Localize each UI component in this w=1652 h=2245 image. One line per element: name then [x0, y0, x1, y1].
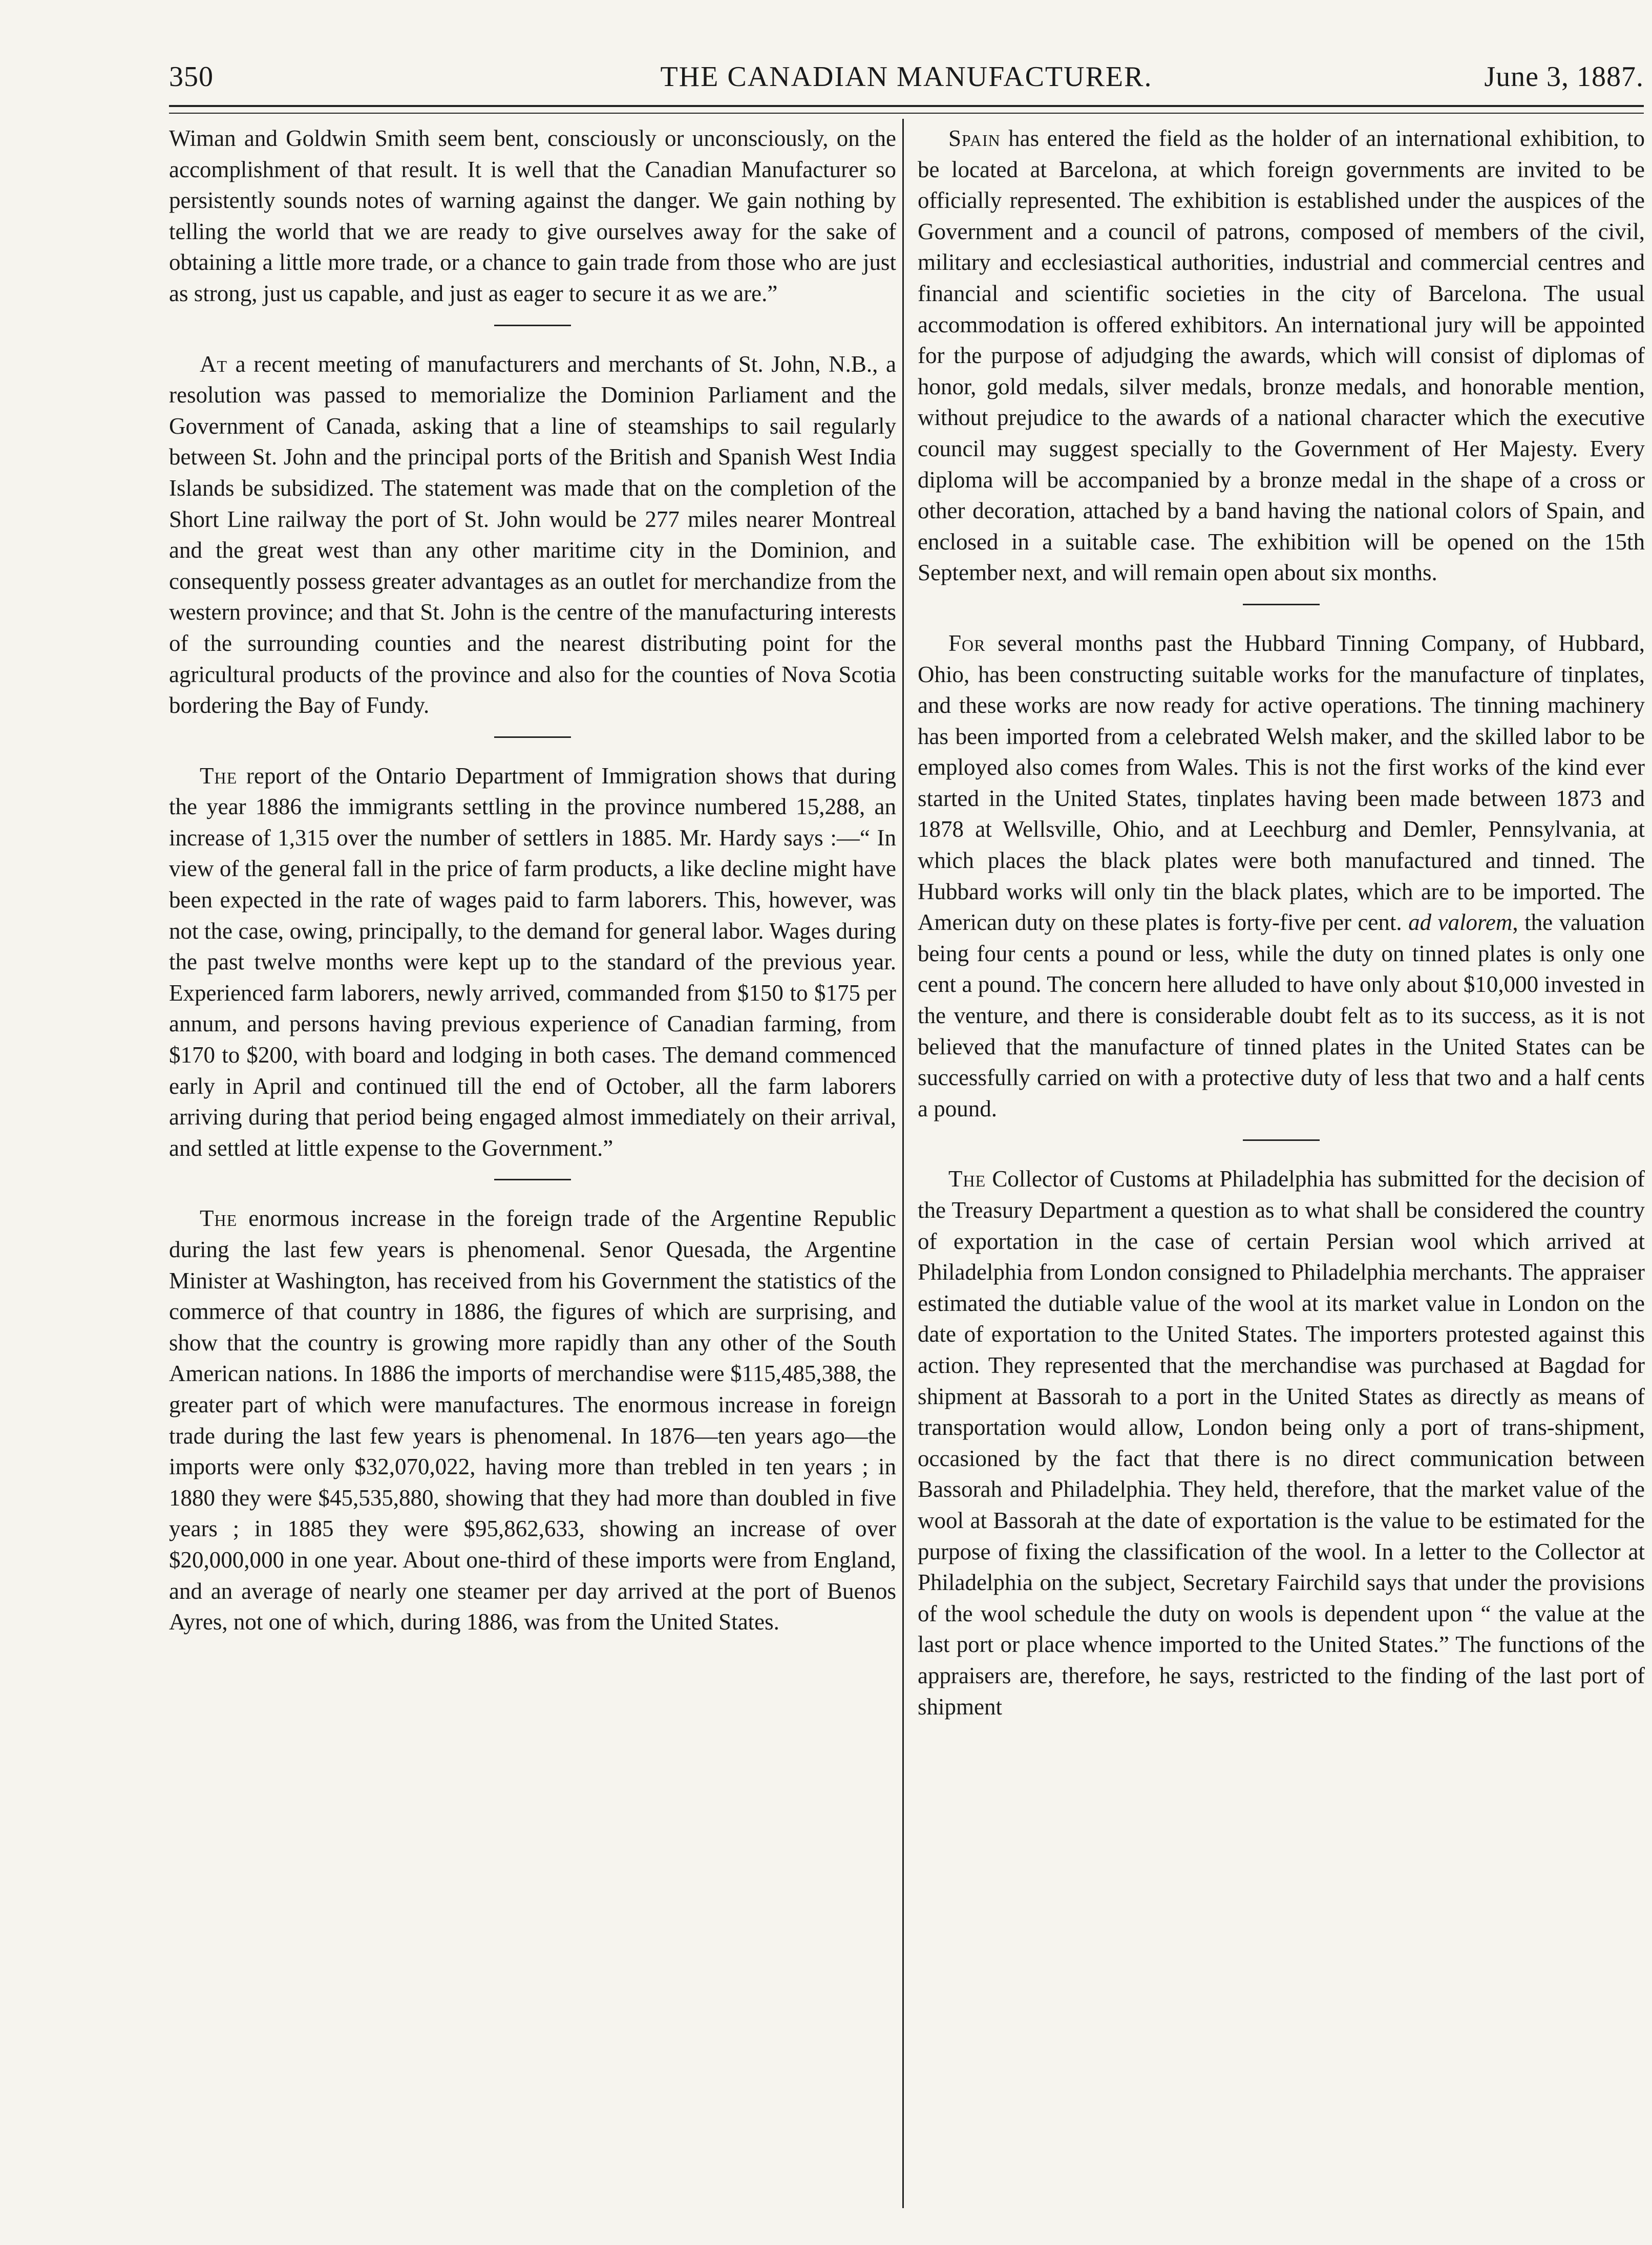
article-separator	[1243, 1139, 1320, 1141]
page-header	[169, 56, 1644, 102]
article-lead: The	[948, 1166, 986, 1192]
issue-date: June 3, 1887.	[1484, 61, 1644, 93]
article-italic-term: ad valorem	[1408, 909, 1513, 936]
article-barcelona-exhibition	[918, 123, 1645, 588]
article-continued: Wiman and Goldwin Smith seem bent, consciously or unconsciously, on the accomplishment of that result. It is well that the Canadian Manufacturer so persistently sounds notes of warning against the danger. We gain nothing by telling the world that we are ready to give ourselves away for the sake of obtaining a little more trade, or a chance to gain trade from those who are just as strong, just us capable, and just as eager to secure it as we are.”	[169, 125, 896, 306]
right-column	[918, 123, 1645, 1722]
article-body: several months past the Hubbard Tinning Company, of Hubbard, Ohio, has been constructing suitable works for the manufacture of tinplates, and these works are now ready for active operations. The tinning machinery has been imported from a celebrated Welsh maker, and the skilled labor to be employed also comes from Wales. This is not the first works of the kind ever started in the United States, tinplates having been made between 1873 and 1878 at Wellsville, Ohio, and at Leechburg and Demler, Pennsylvania, at which places the black plates were both manufactured and tinned. The Hubbard works will only tin the black plates, which are to be imported. The American duty on these plates is forty-five per cent.	[918, 630, 1645, 936]
article-persian-wool	[918, 1163, 1645, 1722]
article-lead: At	[200, 351, 228, 377]
article-separator	[494, 1179, 571, 1180]
publication-title: THE CANADIAN MANUFACTURER.	[660, 61, 1153, 93]
left-column	[169, 123, 896, 1638]
header-rule-thin	[169, 113, 1644, 114]
header-rule-thick	[169, 105, 1644, 107]
article-body: a recent meeting of manufacturers and merchants of St. John, N.B., a resolution was passed to memorialize the Dominion Parliament and the Government of Canada, asking that a line of steamships to sail regularly between St. John and the principal ports of the British and Spanish West India Islands be subsidized. The statement was made that on the completion of the Short Line railway the port of St. John would be 277 miles nearer Montreal and the great west than any other maritime city in the Dominion, and consequently possess greater advantages as an outlet for merchandize from the western province; and that St. John is the centre of the manufacturing interests of the surrounding counties and the nearest distributing point for the agricultural products of the province and also for the counties of Nova Scotia bordering the Bay of Fundy.	[169, 351, 896, 718]
article-st-john-steamships	[169, 349, 896, 721]
article-lead: The	[200, 1205, 238, 1232]
article-body: , the valuation being four cents a pound or less, while the duty on tinned plates is only one cent a pound. The concern here alluded to have only about $10,000 invested in the venture, and there is considerable doubt felt as to its success, as it is not believed that the manufacture of tinned plates in the United States can be successfully carried on with a protective duty of less that two and a half cents a pound.	[918, 909, 1645, 1121]
column-divider	[902, 119, 904, 2208]
article-separator	[494, 325, 571, 326]
article-body: report of the Ontario Department of Immigration shows that during the year 1886 the immigrants settling in the province numbered 15,288, an increase of 1,315 over the number of settlers in 1885. Mr. Hardy says :—“ In view of the general fall in the price of farm products, a like decline might have been expected in the rate of wages paid to farm laborers. This, however, was not the case, owing, principally, to the demand for general labor. Wages during the past twelve months were kept up to the standard of the previous year. Experienced farm laborers, newly arrived, commanded from $150 to $175 per annum, and persons having previous experience of Canadian farming, from $170 to $200, with board and lodging in both cases. The demand commenced early in April and continued till the end of October, all the farm laborers arriving during that period being engaged almost immediately on their arrival, and settled at little expense to the Government.”	[169, 763, 896, 1161]
article-argentine-trade	[169, 1203, 896, 1637]
article-body: Collector of Customs at Philadelphia has submitted for the decision of the Treasury Department a question as to what shall be considered the country of exportation in the case of certain Persian wool which arrived at Philadelphia from London consigned to Philadelphia merchants. The appraiser estimated the dutiable value of the wool at its market value in London on the date of exportation to the United States. The importers protested against this action. They represented that the merchandise was purchased at Bagdad for shipment at Bassorah to a port in the United States as directly as means of transportation would allow, London being only a port of trans-shipment, occasioned by the fact that there is no direct communication between Bassorah and Philadelphia. They held, therefore, that the market value of the wool at Bassorah at the date of exportation is the value to be estimated for the purpose of fixing the classification of the wool. In a letter to the Collector at Philadelphia on the subject, Secretary Fairchild says that under the provisions of the wool schedule the duty on wools is dependent upon “ the value at the last port or place whence imported to the United States.” The functions of the appraisers are, therefore, he says, restricted to the finding of the last port of shipment	[918, 1166, 1645, 1720]
article-lead: Spain	[948, 125, 1001, 151]
article-separator	[494, 736, 571, 738]
article-separator	[1243, 604, 1320, 605]
article-ontario-immigration	[169, 760, 896, 1164]
article-body: has entered the field as the holder of an international exhibition, to be located at Barcelona, at which foreign governments are invited to be officially represented. The exhibition is established under the auspices of the Government and a council of patrons, composed of members of the civil, military and ecclesiastical authorities, industrial and commercial centres and financial and scientific societies in the city of Barcelona. The usual accommodation is offered exhibitors. An international jury will be appointed for the purpose of adjudging the awards, which will consist of diplomas of honor, gold medals, silver medals, bronze medals, and honorable mention, without prejudice to the awards of a national character which the executive council may suggest specially to the Government of Her Majesty. Every diploma will be accompanied by a bronze medal in the shape of a cross or other decoration, attached by a band having the national colors of Spain, and enclosed in a suitable case. The exhibition will be opened on the 15th September next, and will remain open about six months.	[918, 125, 1645, 586]
article-hubbard-tinning	[918, 628, 1645, 1125]
article-body: enormous increase in the foreign trade of the Argentine Republic during the last few years is phenomenal. Senor Quesada, the Argentine Minister at Washington, has received from his Government the statistics of the commerce of that country in 1886, the figures of which are surprising, and show that the country is growing more rapidly than any other of the South American nations. In 1886 the imports of merchandise were $115,485,388, the greater part of which were manufactures. The enormous increase in foreign trade during the last few years is phenomenal. In 1876—ten years ago—the imports were only $32,070,022, having more than trebled in ten years ; in 1880 they were $45,535,880, showing that they had more than doubled in five years ; in 1885 they were $95,862,633, showing an increase of over $20,000,000 in one year. About one-third of these imports were from England, and an average of nearly one steamer per day arrived at the port of Buenos Ayres, not one of which, during 1886, was from the United States.	[169, 1205, 896, 1635]
article-lead: The	[200, 763, 238, 789]
article-lead: For	[948, 630, 986, 656]
page-number: 350	[169, 61, 214, 93]
